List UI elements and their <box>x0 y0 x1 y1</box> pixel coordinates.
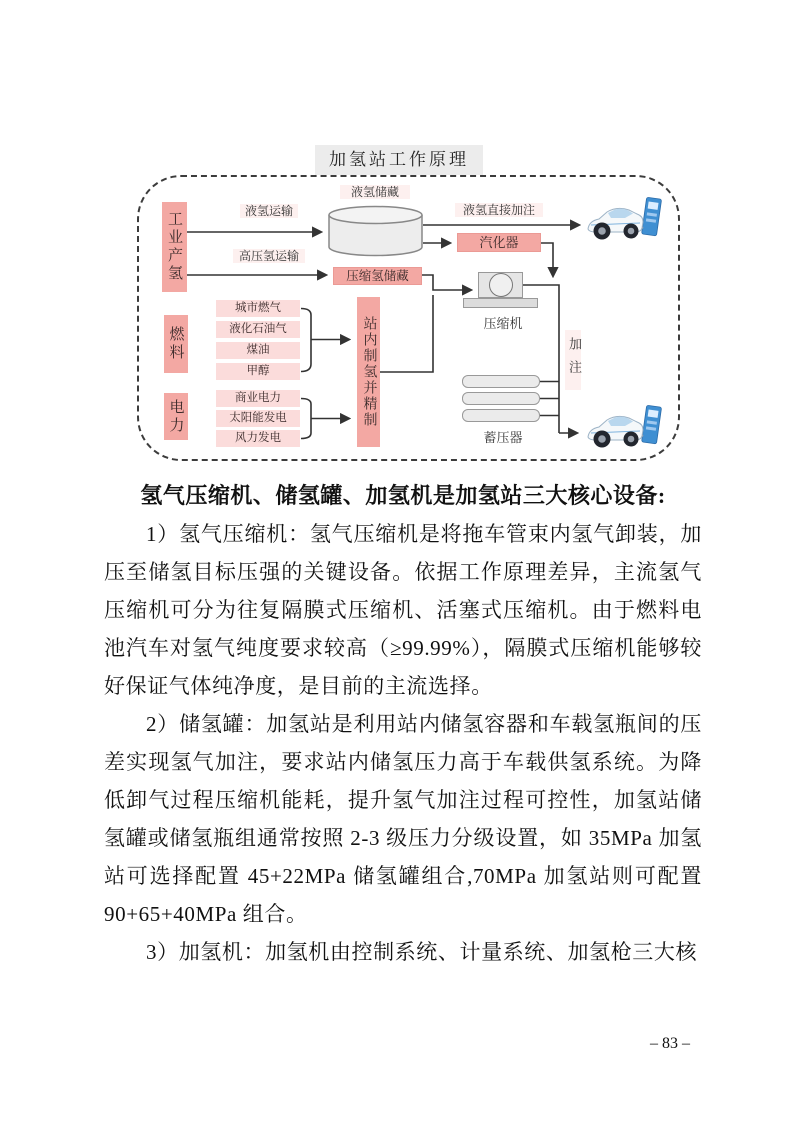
accumulator-bar <box>462 409 540 422</box>
paragraph-storage-tank: 2）储氢罐：加氢站是利用站内储氢容器和车载氢瓶间的压差实现氢气加注，要求站内储氢压力高于车载供氢系统。为降低卸气过程压缩机能耗，提升氢气加注过程可控性，加氢站储氢罐或储氢瓶组通常按照 2-3 级压力分级设置，如 35MPa 加氢站可选择配置 45+22MPa 储氢罐组合,70MPa 加氢站则可配置 90+65+40MPa 组合。 <box>104 712 702 926</box>
liquid-hydrogen-tank-icon <box>328 205 423 257</box>
section-heading: 氢气压缩机、储氢罐、加氢机是加氢站三大核心设备: <box>140 483 666 508</box>
fuel-item-city-gas: 城市燃气 <box>216 300 300 317</box>
fuel-item-kerosene: 煤油 <box>216 342 300 359</box>
diagram-title: 加氢站工作原理 <box>315 145 483 175</box>
compressor-label: 压缩机 <box>478 313 528 332</box>
fuel-item-methanol: 甲醇 <box>216 363 300 380</box>
fuel-cell-car-bottom-icon <box>585 405 667 457</box>
vaporizer-box: 汽化器 <box>457 233 541 252</box>
power-item-solar: 太阳能发电 <box>216 410 300 427</box>
liquid-transport-label: 液氢运输 <box>240 204 298 218</box>
compressor-cylinder-icon <box>489 273 513 297</box>
accumulator-bar <box>462 375 540 388</box>
source-industrial-hydrogen-box: 工业产氢 <box>162 202 187 292</box>
source-power-box: 电力 <box>164 393 188 440</box>
fuel-cell-car-top-icon <box>585 197 667 249</box>
onsite-production-box: 站内制氢并精制 <box>357 297 380 447</box>
power-item-wind: 风力发电 <box>216 430 300 447</box>
fuel-item-lpg: 液化石油气 <box>216 321 300 338</box>
source-fuel-box: 燃料 <box>164 315 188 373</box>
accumulator-bar <box>462 392 540 405</box>
liquid-storage-label: 液氢储藏 <box>340 185 410 199</box>
power-item-commercial: 商业电力 <box>216 390 300 407</box>
high-pressure-transport-label: 高压氢运输 <box>233 249 305 263</box>
paragraph-compressor: 1）氢气压缩机：氢气压缩机是将拖车管束内氢气卸装，加压至储氢目标压强的关键设备。依据工作原理差异，主流氢气压缩机可分为往复隔膜式压缩机、活塞式压缩机。由于燃料电池汽车对氢气纯度要求较高（≥99.99%），隔膜式压缩机能够较好保证气体纯净度，是目前的主流选择。 <box>104 522 702 698</box>
accumulator-label: 蓄压器 <box>478 427 528 446</box>
hydrogen-station-diagram <box>135 145 685 465</box>
body-text <box>104 477 702 971</box>
compressed-storage-box: 压缩氢储藏 <box>333 267 422 285</box>
page-number: – 83 – <box>650 1035 690 1052</box>
liquid-direct-fill-label: 液氢直接加注 <box>455 203 543 217</box>
filling-label: 加注 <box>565 330 581 390</box>
paragraph-dispenser: 3）加氢机：加氢机由控制系统、计量系统、加氢枪三大核 <box>146 940 698 964</box>
compressor-base-icon <box>463 298 538 308</box>
